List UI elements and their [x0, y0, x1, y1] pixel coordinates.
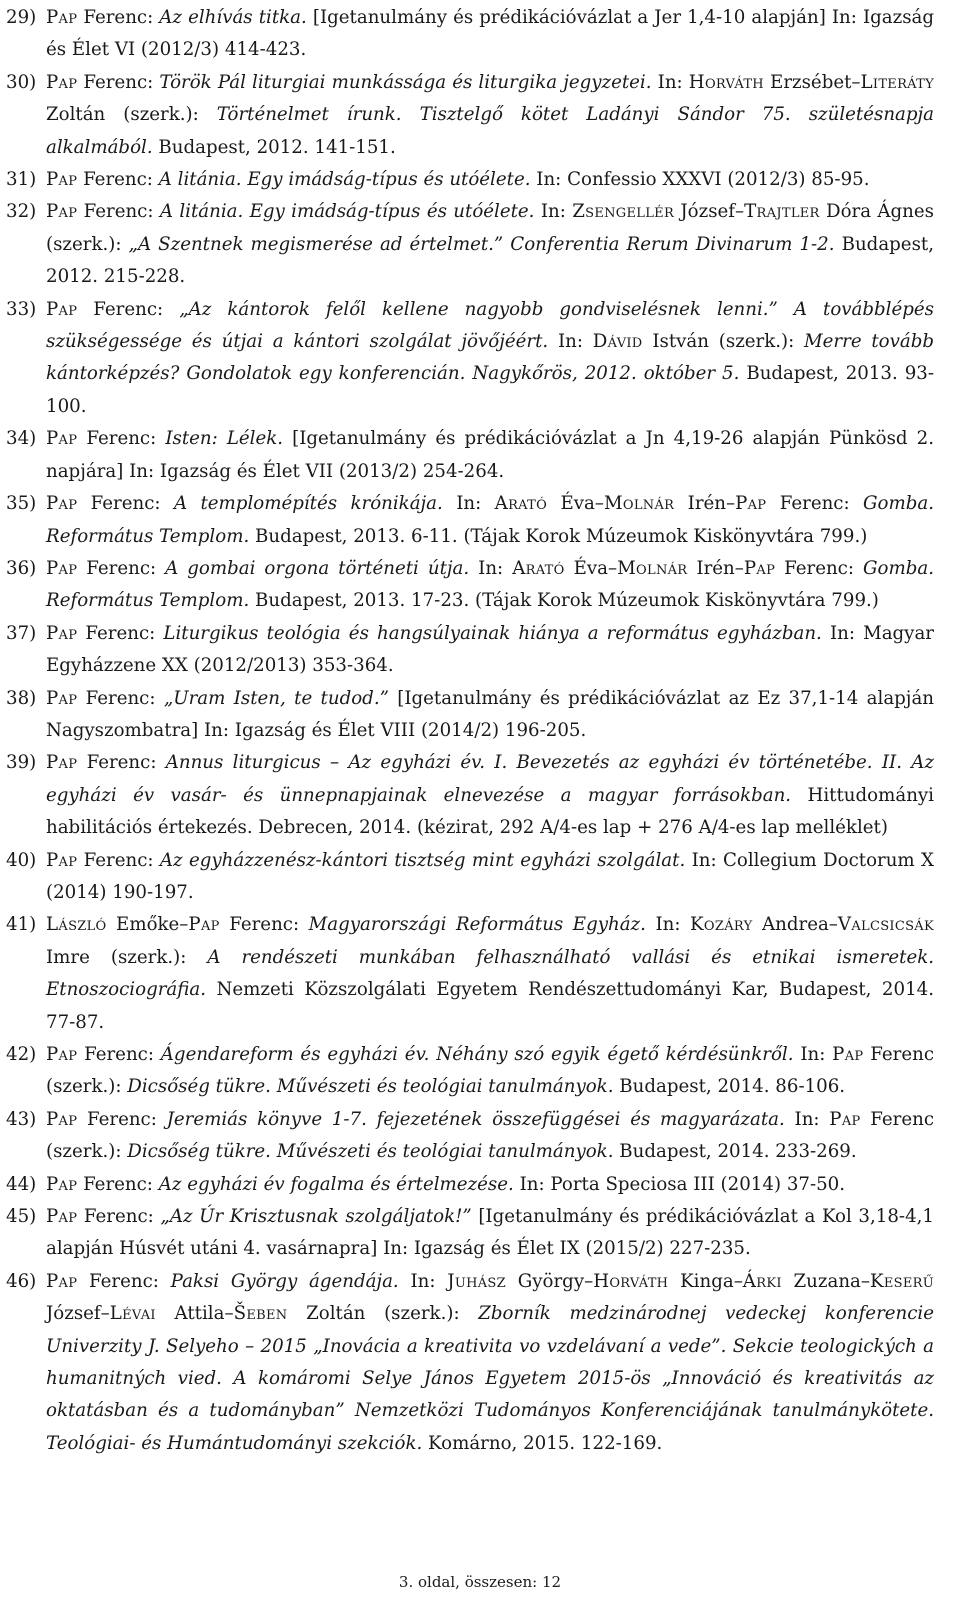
author-name: Pap [46, 1108, 78, 1130]
author-name: Pap [46, 7, 78, 28]
author-name: Keserű [869, 1270, 934, 1292]
entry-number: 29) [6, 7, 37, 28]
entry-text [46, 2, 934, 67]
entry-text [46, 747, 934, 844]
author-name: Pap [46, 298, 78, 320]
entry-title-italic: Merre tovább kántorképzés? Gondolatok egy konferencián. Nagykőrös, 2012. október 5. [46, 331, 935, 385]
entry-text-segment: Budapest, 2014. 233-269. [613, 1141, 857, 1163]
bibliography-entry [6, 196, 934, 293]
entry-number: 34) [6, 428, 37, 450]
entry-text-segment: Ferenc: [77, 1044, 161, 1065]
entry-text-segment: Ferenc: [77, 1173, 159, 1195]
author-name: Pap [46, 1044, 78, 1065]
bibliography-entry [6, 164, 934, 196]
entry-number: 46) [6, 1270, 37, 1292]
entry-number: 42) [6, 1044, 37, 1065]
entry-text-segment: [Igetanulmány és prédikációvázlat a Kol 3,18-4,1 alapján Húsvét utáni 4. vasárnapra] In: Igazság és Élet IX (2015/2) 227-235. [46, 1206, 935, 1260]
entry-title-italic: Annus liturgicus – Az egyházi év. I. Bevezetés az egyházi év történetébe. II. Az egyházi év vasár- és ünnepnapjainak elnevezése a magyar forrásokban. [46, 752, 934, 806]
entry-text-segment: In: [548, 331, 593, 353]
entry-text-segment: Ferenc: [77, 1108, 167, 1130]
entry-text-segment: Ferenc: [77, 7, 160, 28]
entry-text [46, 1039, 934, 1104]
entry-text-segment: Komárno, 2015. 122-169. [422, 1432, 663, 1454]
author-name: Pap [46, 71, 78, 93]
entry-title-italic: A rendészeti munkában felhasználható vallási és etnikai ismeretek. Etnoszociográfia. [46, 946, 935, 1001]
author-name: Pap [46, 622, 78, 644]
entry-number: 31) [6, 169, 37, 191]
entry-number: 45) [6, 1206, 37, 1228]
bibliography-entry [6, 909, 934, 1039]
entry-text-segment: Ferenc: [77, 622, 164, 644]
entry-number: 30) [6, 71, 37, 93]
entry-title-italic: „Az kántorok felől kellene nagyobb gondviselésnek lenni.” A továbblépés szükségessége és útjai a kántori szolgálat jövőjéért. [46, 298, 935, 353]
author-name: Juhász [447, 1270, 506, 1292]
entry-text-segment: Ferenc: [77, 1270, 171, 1292]
author-name: Valcsicsák [837, 914, 935, 936]
bibliography-entry [6, 845, 934, 910]
entry-number: 35) [6, 493, 37, 515]
author-name: Pap [46, 687, 78, 709]
entry-text [46, 488, 934, 553]
author-name: Pap [46, 201, 78, 223]
entry-text-segment: Éva– [547, 493, 604, 515]
entry-text-segment: Ferenc (szerk.): [46, 1108, 935, 1163]
author-name: Literáty [860, 71, 935, 93]
author-name: Zsengellér [572, 201, 675, 223]
entry-title-italic: A templomépítés krónikája. [173, 493, 443, 515]
entry-text-segment: Éva– [564, 557, 618, 579]
entry-text-segment: Budapest, 2012. 141-151. [152, 136, 396, 158]
entry-text-segment: Budapest, 2014. 86-106. [613, 1076, 846, 1098]
entry-text-segment: Ferenc: [77, 71, 160, 93]
entry-title-italic: Gomba. Református Templom. [46, 493, 935, 547]
entry-text-segment: Ferenc: [77, 201, 160, 223]
author-name: Kozáry [690, 914, 753, 936]
entry-text-segment: Nemzeti Közszolgálati Egyetem Rendészettudományi Kar, Budapest, 2014. 77-87. [46, 979, 934, 1033]
entry-text-segment: Ferenc: [775, 557, 863, 579]
author-name: Pap [735, 493, 767, 515]
entry-title-italic: Az egyházzenész-kántori tisztség mint egyházi szolgálat. [159, 849, 686, 871]
entry-text-segment: Zoltán (szerk.): [287, 1303, 479, 1325]
entry-title-italic: Ágendareform és egyházi év. Néhány szó egyik égető kérdésünkről. [160, 1044, 794, 1065]
entry-text-segment: Irén– [674, 493, 736, 515]
entry-title-italic: Az elhívás titka. [159, 7, 307, 28]
entry-text-segment: Budapest, 2013. 17-23. (Tájak Korok Múzeumok Kiskönyvtára 799.) [249, 590, 879, 612]
entry-text-segment: In: [442, 493, 495, 515]
entry-title-italic: Zborník medzinárodnej vedeckej konferencie Univerzity J. Selyeho – 2015 „Inovácia a kreativita vo vzdelávaní a vede”. Sekcie teologických a humanitných vied. A komáromi Selye János Egyetem 2015-ös „Innováció és kreativitás az oktatásban és a tudományban” Nemzetközi Tudományos Konferenciájának tanulmánykötete. Teológiai- és Humántudományi szekciók. [46, 1303, 935, 1454]
entry-text [46, 1104, 934, 1169]
author-name: Pap [188, 914, 220, 936]
author-name: Horváth [593, 1270, 669, 1292]
bibliography-entry [6, 2, 934, 67]
entry-text-segment: Emőke– [106, 914, 189, 936]
entry-number: 32) [6, 201, 37, 223]
entry-text-segment: Ferenc: [219, 914, 309, 936]
entry-title-italic: A gombai orgona történeti útja. [165, 557, 470, 579]
entry-text [46, 294, 934, 424]
author-name: Pap [46, 493, 78, 515]
bibliography-list [6, 2, 934, 1460]
entry-text-segment: Erzsébet– [763, 71, 861, 93]
author-name: Pap [46, 428, 78, 450]
entry-title-italic: Isten: Lélek. [165, 428, 284, 450]
author-name: Arató [512, 557, 565, 579]
entry-text-segment: In: Magyar Egyházzene XX (2012/2013) 353-364. [46, 622, 934, 677]
author-name: Pap [832, 1044, 864, 1065]
entry-number: 33) [6, 298, 37, 320]
bibliography-entry [6, 683, 934, 748]
entry-text [46, 553, 934, 618]
entry-text-segment: Ferenc: [77, 752, 166, 774]
entry-text-segment: Ferenc (szerk.): [46, 1044, 935, 1098]
author-name: Pap [46, 557, 78, 579]
entry-title-italic: Paksi György ágendája. [170, 1270, 399, 1292]
author-name: Pap [46, 1270, 78, 1292]
entry-text-segment: Ferenc: [77, 169, 159, 191]
entry-number: 44) [6, 1173, 37, 1195]
entry-title-italic: Magyarországi Református Egyház. [308, 914, 646, 936]
bibliography-entry [6, 294, 934, 424]
entry-text-segment: In: [793, 1044, 833, 1065]
entry-text-segment: Budapest, 2013. 93-100. [46, 363, 935, 417]
entry-title-italic: Török Pál liturgiai munkássága és liturgika jegyzetei. [159, 71, 652, 93]
author-name: Pap [743, 557, 776, 579]
entry-text-segment: In: [651, 71, 689, 93]
entry-text-segment: Ferenc: [77, 557, 166, 579]
entry-title-italic: Jeremiás könyve 1-7. fejezetének összefüggései és magyarázata. [166, 1108, 785, 1130]
entry-text-segment: In: [784, 1108, 830, 1130]
author-name: Árki [742, 1270, 782, 1292]
entry-text-segment: Dóra Ágnes (szerk.): [46, 201, 934, 255]
entry-number: 36) [6, 557, 37, 579]
entry-number: 38) [6, 687, 37, 709]
entry-text-segment: [Igetanulmány és prédikációvázlat az Ez 37,1-14 alapján Nagyszombatra] In: Igazság és Élet VIII (2014/2) 196-205. [46, 687, 935, 741]
entry-text-segment: Ferenc: [77, 428, 166, 450]
entry-text [46, 845, 934, 910]
entry-title-italic: Dicsőség tükre. Művészeti és teológiai tanulmányok. [127, 1141, 614, 1163]
entry-text-segment: In: Porta Speciosa III (2014) 37-50. [513, 1173, 846, 1195]
entry-text-segment: József– [674, 201, 745, 223]
entry-text [46, 164, 934, 196]
entry-number: 37) [6, 622, 37, 644]
entry-title-italic: „Az Úr Krisztusnak szolgáljatok!” [160, 1206, 472, 1228]
entry-text-segment: Ferenc: [77, 849, 160, 871]
entry-title-italic: A litánia. Egy imádság-típus és utóélete. [159, 201, 535, 223]
bibliography-entry [6, 1104, 934, 1169]
entry-number: 41) [6, 914, 37, 936]
entry-text-segment: In: [534, 201, 573, 223]
entry-text-segment: Ferenc: [77, 687, 164, 709]
entry-text-segment: Ferenc: [77, 1206, 161, 1228]
bibliography-entry [6, 423, 934, 488]
bibliography-entry [6, 1201, 934, 1266]
entry-text-segment: Hittudományi habilitációs értekezés. Debrecen, 2014. (kézirat, 292 A/4-es lap + 276 A/4-es lap melléklet) [46, 784, 935, 839]
author-name: Lévai [109, 1303, 156, 1325]
bibliography-entry [6, 1169, 934, 1201]
entry-text-segment: Attila– [155, 1303, 234, 1325]
entry-text-segment: József– [46, 1303, 110, 1325]
entry-title-italic: Gomba. Református Templom. [46, 557, 934, 612]
entry-text-segment: In: Collegium Doctorum X (2014) 190-197. [46, 849, 934, 903]
entry-text-segment: In: [645, 914, 691, 936]
author-name: Dávid [592, 331, 643, 353]
entry-title-italic: „A Szentnek megismerése ad értelmet.” Conferentia Rerum Divinarum 1-2. [128, 233, 835, 255]
entry-text [46, 1266, 934, 1460]
author-name: Pap [46, 169, 78, 191]
entry-title-italic: Liturgikus teológia és hangsúlyainak hiánya a református egyházban. [163, 622, 822, 644]
entry-text-segment: In: [469, 557, 513, 579]
bibliography-entry [6, 553, 934, 618]
entry-text-segment: Irén– [687, 557, 744, 579]
bibliography-entry [6, 488, 934, 553]
entry-text-segment: Budapest, 2012. 215-228. [46, 233, 934, 288]
author-name: Šeben [233, 1303, 288, 1325]
bibliography-entry [6, 747, 934, 844]
entry-text-segment: Budapest, 2013. 6-11. (Tájak Korok Múzeumok Kiskönyvtára 799.) [249, 525, 868, 547]
author-name: Arató [494, 493, 548, 515]
entry-text-segment: Ferenc: [77, 298, 180, 320]
bibliography-entry [6, 618, 934, 683]
entry-title-italic: A litánia. Egy imádság-típus és utóélete. [158, 169, 531, 191]
entry-text [46, 1169, 934, 1201]
entry-text-segment: Andrea– [752, 914, 838, 936]
entry-text-segment: István (szerk.): [642, 331, 805, 353]
entry-text-segment: Imre (szerk.): [46, 946, 208, 968]
entry-title-italic: „Uram Isten, te tudod.” [163, 687, 389, 709]
author-name: László [46, 914, 107, 936]
entry-text [46, 423, 934, 488]
entry-text [46, 1201, 934, 1266]
page-footer: 3. oldal, összesen: 12 [398, 1573, 562, 1591]
entry-text-segment: [Igetanulmány és prédikációvázlat a Jn 4,19-26 alapján Pünkösd 2. napjára] In: Igazság és Élet VII (2013/2) 254-264. [46, 428, 934, 482]
author-name: Pap [46, 1206, 78, 1228]
entry-text [46, 909, 934, 1039]
author-name: Pap [46, 849, 78, 871]
entry-text-segment: György– [505, 1270, 594, 1292]
author-name: Molnár [617, 557, 688, 579]
author-name: Horváth [688, 71, 764, 93]
author-name: Pap [46, 1173, 78, 1195]
author-name: Pap [829, 1108, 861, 1130]
entry-text-segment: In: [398, 1270, 448, 1292]
entry-text-segment: Ferenc: [77, 493, 174, 515]
entry-text-segment: Zuzana– [781, 1270, 870, 1292]
author-name: Trajtler [744, 201, 820, 223]
entry-text [46, 618, 934, 683]
bibliography-entry [6, 67, 934, 164]
entry-text [46, 196, 934, 293]
entry-text-segment: Ferenc: [766, 493, 864, 515]
entry-title-italic: Dicsőség tükre. Művészeti és teológiai tanulmányok. [127, 1076, 614, 1098]
author-name: Molnár [603, 493, 675, 515]
bibliography-entry [6, 1039, 934, 1104]
entry-text-segment: In: Confessio XXXVI (2012/3) 85-95. [530, 169, 870, 191]
entry-number: 43) [6, 1108, 37, 1130]
entry-number: 40) [6, 849, 37, 871]
bibliography-entry [6, 1266, 934, 1460]
entry-text-segment: Zoltán (szerk.): [46, 104, 217, 126]
entry-text [46, 683, 934, 748]
entry-text-segment: [Igetanulmány és prédikációvázlat a Jer 1,4-10 alapján] In: Igazság és Élet VI (2012/3) 414-423. [46, 7, 935, 61]
entry-text [46, 67, 934, 164]
author-name: Pap [46, 752, 78, 774]
entry-title-italic: Történelmet írunk. Tisztelgő kötet Ladányi Sándor 75. születésnapja alkalmából. [46, 104, 935, 158]
entry-title-italic: Az egyházi év fogalma és értelmezése. [158, 1173, 514, 1195]
entry-number: 39) [6, 752, 37, 774]
entry-text-segment: Kinga– [668, 1270, 743, 1292]
